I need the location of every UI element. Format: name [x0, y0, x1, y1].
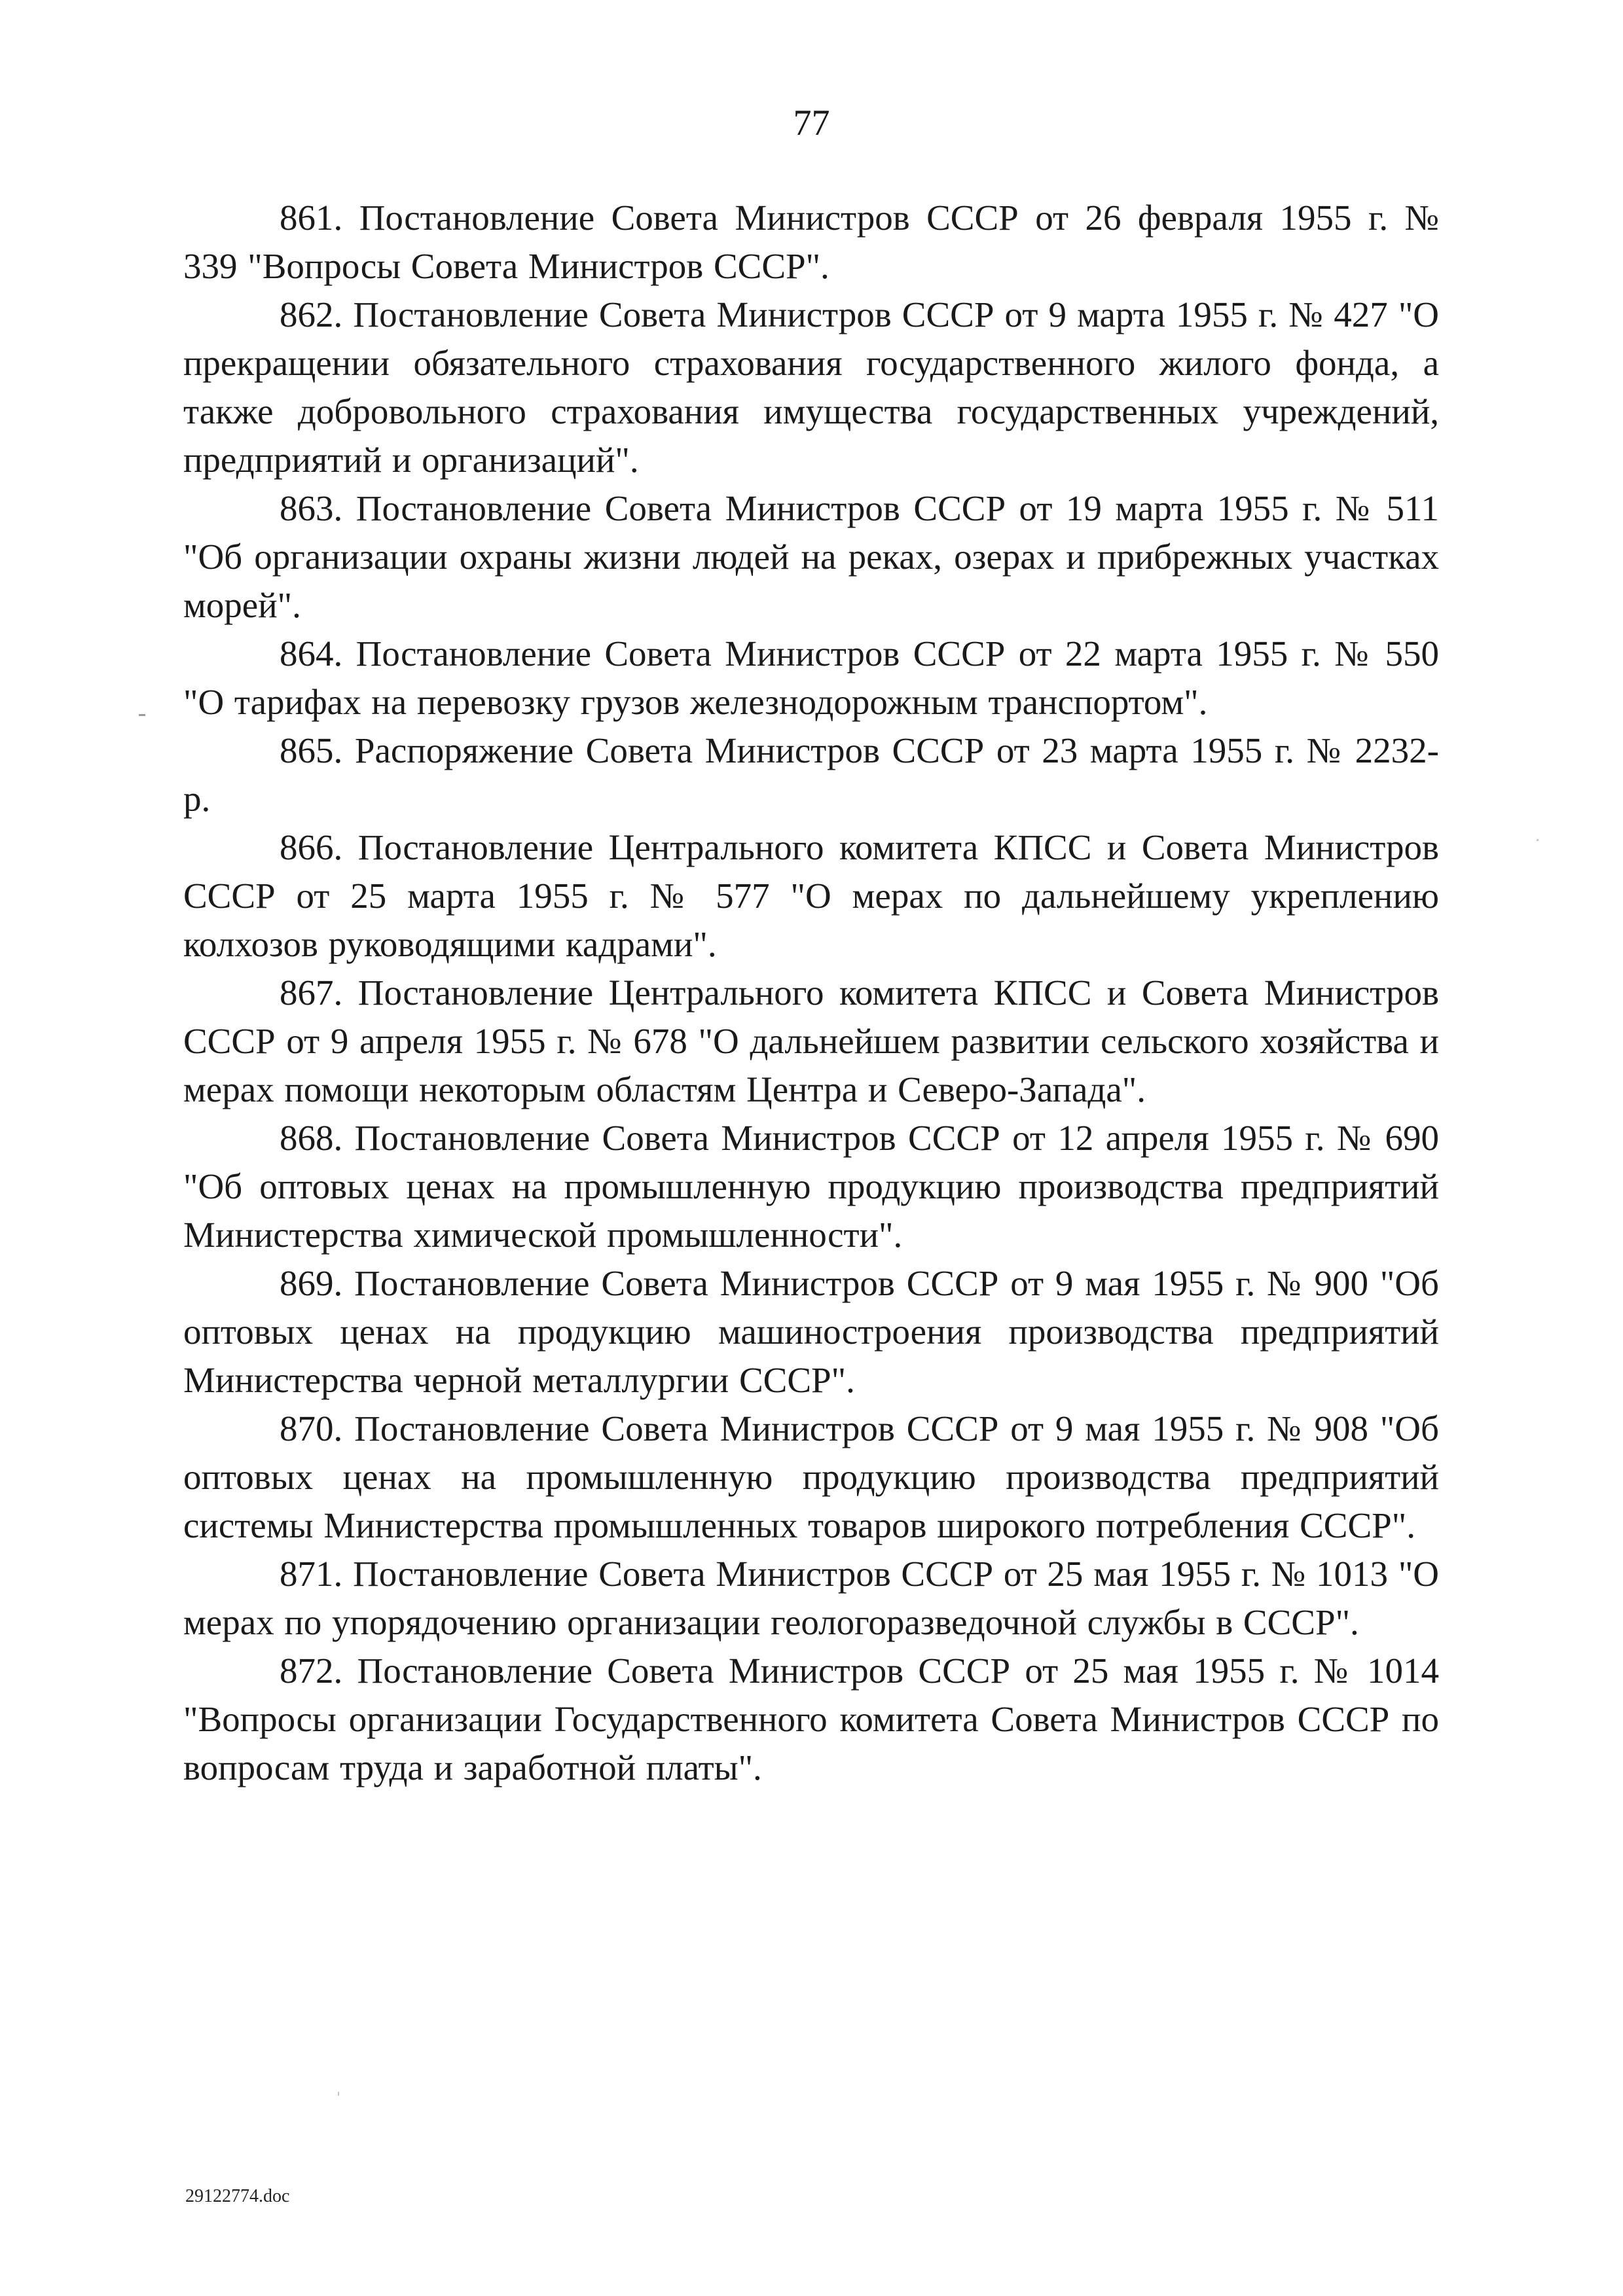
list-item-872: 872. Постановление Совета Министров СССР от 25 мая 1955 г. № 1014 "Вопросы организации Государственного комитета Совета Министров СССР по вопросам труда и заработной платы". — [183, 1651, 1439, 1787]
list-item-863: 863. Постановление Совета Министров СССР от 19 марта 1955 г. № 511 "Об организации охраны жизни людей на реках, озерах и прибрежных участках морей". — [183, 488, 1439, 625]
list-item-867: 867. Постановление Центрального комитета КПСС и Совета Министров СССР от 9 апреля 1955 г. № 678 "О дальнейшем развитии сельского хозяйства и мерах помощи некоторым областям Центра и Северо-Запада". — [183, 973, 1439, 1109]
document-body — [183, 194, 1439, 1792]
list-item-864: 864. Постановление Совета Министров СССР от 22 марта 1955 г. № 550 "О тарифах на перевозку грузов железнодорожным транспортом". — [183, 634, 1439, 722]
scan-artifact — [338, 2092, 339, 2096]
scan-artifact — [139, 714, 145, 716]
list-item-862: 862. Постановление Совета Министров СССР от 9 марта 1955 г. № 427 "О прекращении обязательного страхования государственного жилого фонда, а также добровольного страхования имущества государственных учреждений, предприятий и организаций". — [183, 295, 1439, 480]
scan-artifact — [1537, 839, 1539, 841]
list-item-865: 865. Распоряжение Совета Министров СССР от 23 марта 1955 г. № 2232-р. — [183, 730, 1439, 819]
list-item-869: 869. Постановление Совета Министров СССР от 9 мая 1955 г. № 900 "Об оптовых ценах на продукцию машиностроения производства предприятий Министерства черной металлургии СССР". — [183, 1263, 1439, 1400]
list-item-870: 870. Постановление Совета Министров СССР от 9 мая 1955 г. № 908 "Об оптовых ценах на промышленную продукцию производства предприятий системы Министерства промышленных товаров широкого потребления СССР". — [183, 1408, 1439, 1545]
list-item-866: 866. Постановление Центрального комитета КПСС и Совета Министров СССР от 25 марта 1955 г. № 577 "О мерах по дальнейшему укреплению колхозов руководящими кадрами". — [183, 827, 1439, 964]
list-item-868: 868. Постановление Совета Министров СССР от 12 апреля 1955 г. № 690 "Об оптовых ценах на промышленную продукцию производства предприятий Министерства химической промышленности". — [183, 1118, 1439, 1255]
footer-filename: 29122774.doc — [185, 2186, 290, 2206]
list-item-861: 861. Постановление Совета Министров СССР от 26 февраля 1955 г. № 339 "Вопросы Совета Министров СССР". — [183, 198, 1439, 286]
list-item-871: 871. Постановление Совета Министров СССР от 25 мая 1955 г. № 1013 "О мерах по упорядочению организации геологоразведочной службы в СССР". — [183, 1554, 1439, 1642]
page-number: 77 — [793, 103, 830, 143]
